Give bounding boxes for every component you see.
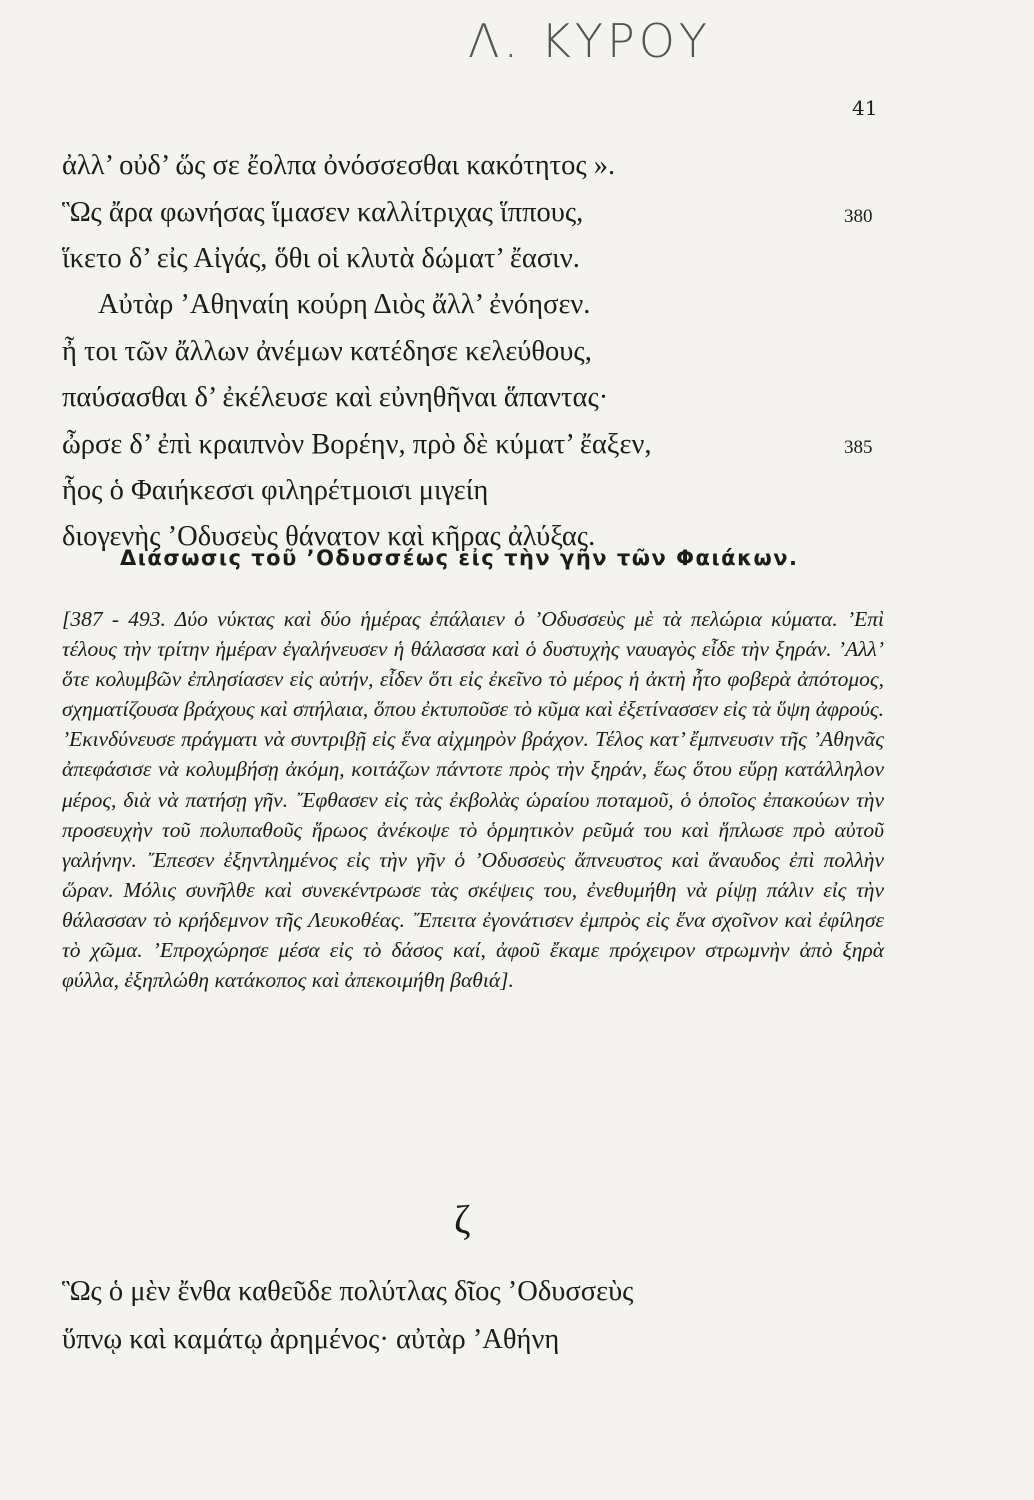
line-number: 385: [844, 437, 873, 458]
verse-line: ἀλλ’ οὐδ’ ὥς σε ἔολπα ὀνόσσεσθαι κακότητος ».: [62, 150, 616, 181]
verse-line: ἵκετο δ’ εἰς Αἰγάς, ὅθι οἱ κλυτὰ δώματ’ ἔασιν.: [62, 243, 580, 274]
line-number: 380: [844, 206, 873, 227]
verse-line: Ὣς ὁ μὲν ἔνθα καθεῦδε πολύτλας δῖος ’Οδυσσεὺς: [62, 1276, 634, 1307]
verse-line: ἦ τοι τῶν ἄλλων ἀνέμων κατέδησε κελεύθους,: [62, 336, 592, 367]
verse-line: διογενὴς ’Οδυσεὺς θάνατον καὶ κῆρας ἀλύξας.: [62, 521, 596, 552]
book-letter: ζ: [454, 1197, 471, 1242]
prose-summary: [387 - 493. Δύο νύκτας καὶ δύο ἡμέρας ἐπάλαιεν ὁ ’Οδυσσεὺς μὲ τὰ πελώρια κύματα. ’Επὶ τέλους τὴν τρίτην ἡμέραν ἐγαλήνευσεν ἡ θάλασσα καὶ ὁ δυστυχὴς ναυαγὸς εἶδε τὴν ξηράν. ’Αλλ’ ὅτε κολυμβῶν ἐπλησίασεν εἰς αὐτήν, εἶδεν ὅτι εἰς ἐκεῖνο τὸ μέρος ἡ ἀκτὴ ἦτο φοβερὰ ἀπότομος, σχηματίζουσα βράχους καὶ σπήλαια, ὅπου ἐκτυποῦσε τὸ κῦμα καὶ ἐξετίνασσεν εἰς τὰ ὕψη ἀφρούς. ’Εκινδύνευσε πράγματι νὰ συντριβῇ εἰς ἕνα αἰχμηρὸν βράχον. Τέλος κατ’ ἔμπνευσιν τῆς ’Αθηνᾶς ἀπεφάσισε νὰ κολυμβήσῃ ἀκόμη, κοιτάζων πάντοτε πρὸς τὴν ξηράν, ἕως ὅτου εὕρῃ κατάλληλον μέρος, διὰ νὰ πατήσῃ γῆν. ῎Εφθασεν εἰς τὰς ἐκβολὰς ὡραίου ποταμοῦ, ὁ ὁποῖος ἐπακούων τὴν προσευχὴν τοῦ πολυπαθοῦς ἥρωος ἀνέκοψε τὸ ὁρμητικὸν ρεῦμά του καὶ ἥπλωσε πρὸ αὐτοῦ γαλήνην. ῎Επεσεν ἐξηντλημένος εἰς τὴν γῆν ὁ ’Οδυσσεὺς ἄπνευστος καὶ ἄναυδος ἐπὶ πολλὴν ὥραν. Μόλις συνῆλθε καὶ συνεκέντρωσε τὰς σκέψεις του, ἐνεθυμήθη νὰ ρίψῃ πάλιν εἰς τὴν θάλασσαν τὸ κρήδεμνον τῆς Λευκοθέας. ῎Επειτα ἐγονάτισεν ἐμπρὸς εἰς ἕνα σχοῖνον καὶ ἐφίλησε τὸ χῶμα. ’Επροχώρησε μέσα εἰς τὸ δάσος καί, ἀφοῦ ἔκαμε πρόχειρον στρωμνὴν ἀπὸ ξηρὰ φύλλα, ἐξηπλώθη κατάκοπος καὶ ἀπεκοιμήθη βαθιά].: [62, 607, 884, 993]
verse-line: Αὐτὰρ ’Αθηναίη κούρη Διὸς ἄλλ’ ἐνόησεν.: [98, 289, 591, 320]
handwritten-owner-note: Λ. ΚΥΡΟΥ: [468, 14, 712, 68]
verse-line: ὕπνῳ καὶ καμάτῳ ἀρημένος· αὐτὰρ ’Αθήνη: [62, 1324, 560, 1355]
page-number: 41: [852, 96, 878, 120]
verse-line: παύσασθαι δ’ ἐκέλευσε καὶ εὐνηθῆναι ἅπαντας·: [62, 382, 609, 413]
verse-line: Ὣς ἄρα φωνήσας ἵμασεν καλλίτριχας ἵππους,: [62, 197, 584, 228]
verse-line: ὦρσε δ’ ἐπὶ κραιπνὸν Βορέην, πρὸ δὲ κύματ’ ἔαξεν,: [62, 429, 652, 460]
section-title: Διάσωσις τοῦ ’Οδυσσέως εἰς τὴν γῆν τῶν Φαιάκων.: [120, 546, 799, 570]
verse-line: ἧος ὁ Φαιήκεσσι φιληρέτμοισι μιγείη: [62, 475, 489, 506]
